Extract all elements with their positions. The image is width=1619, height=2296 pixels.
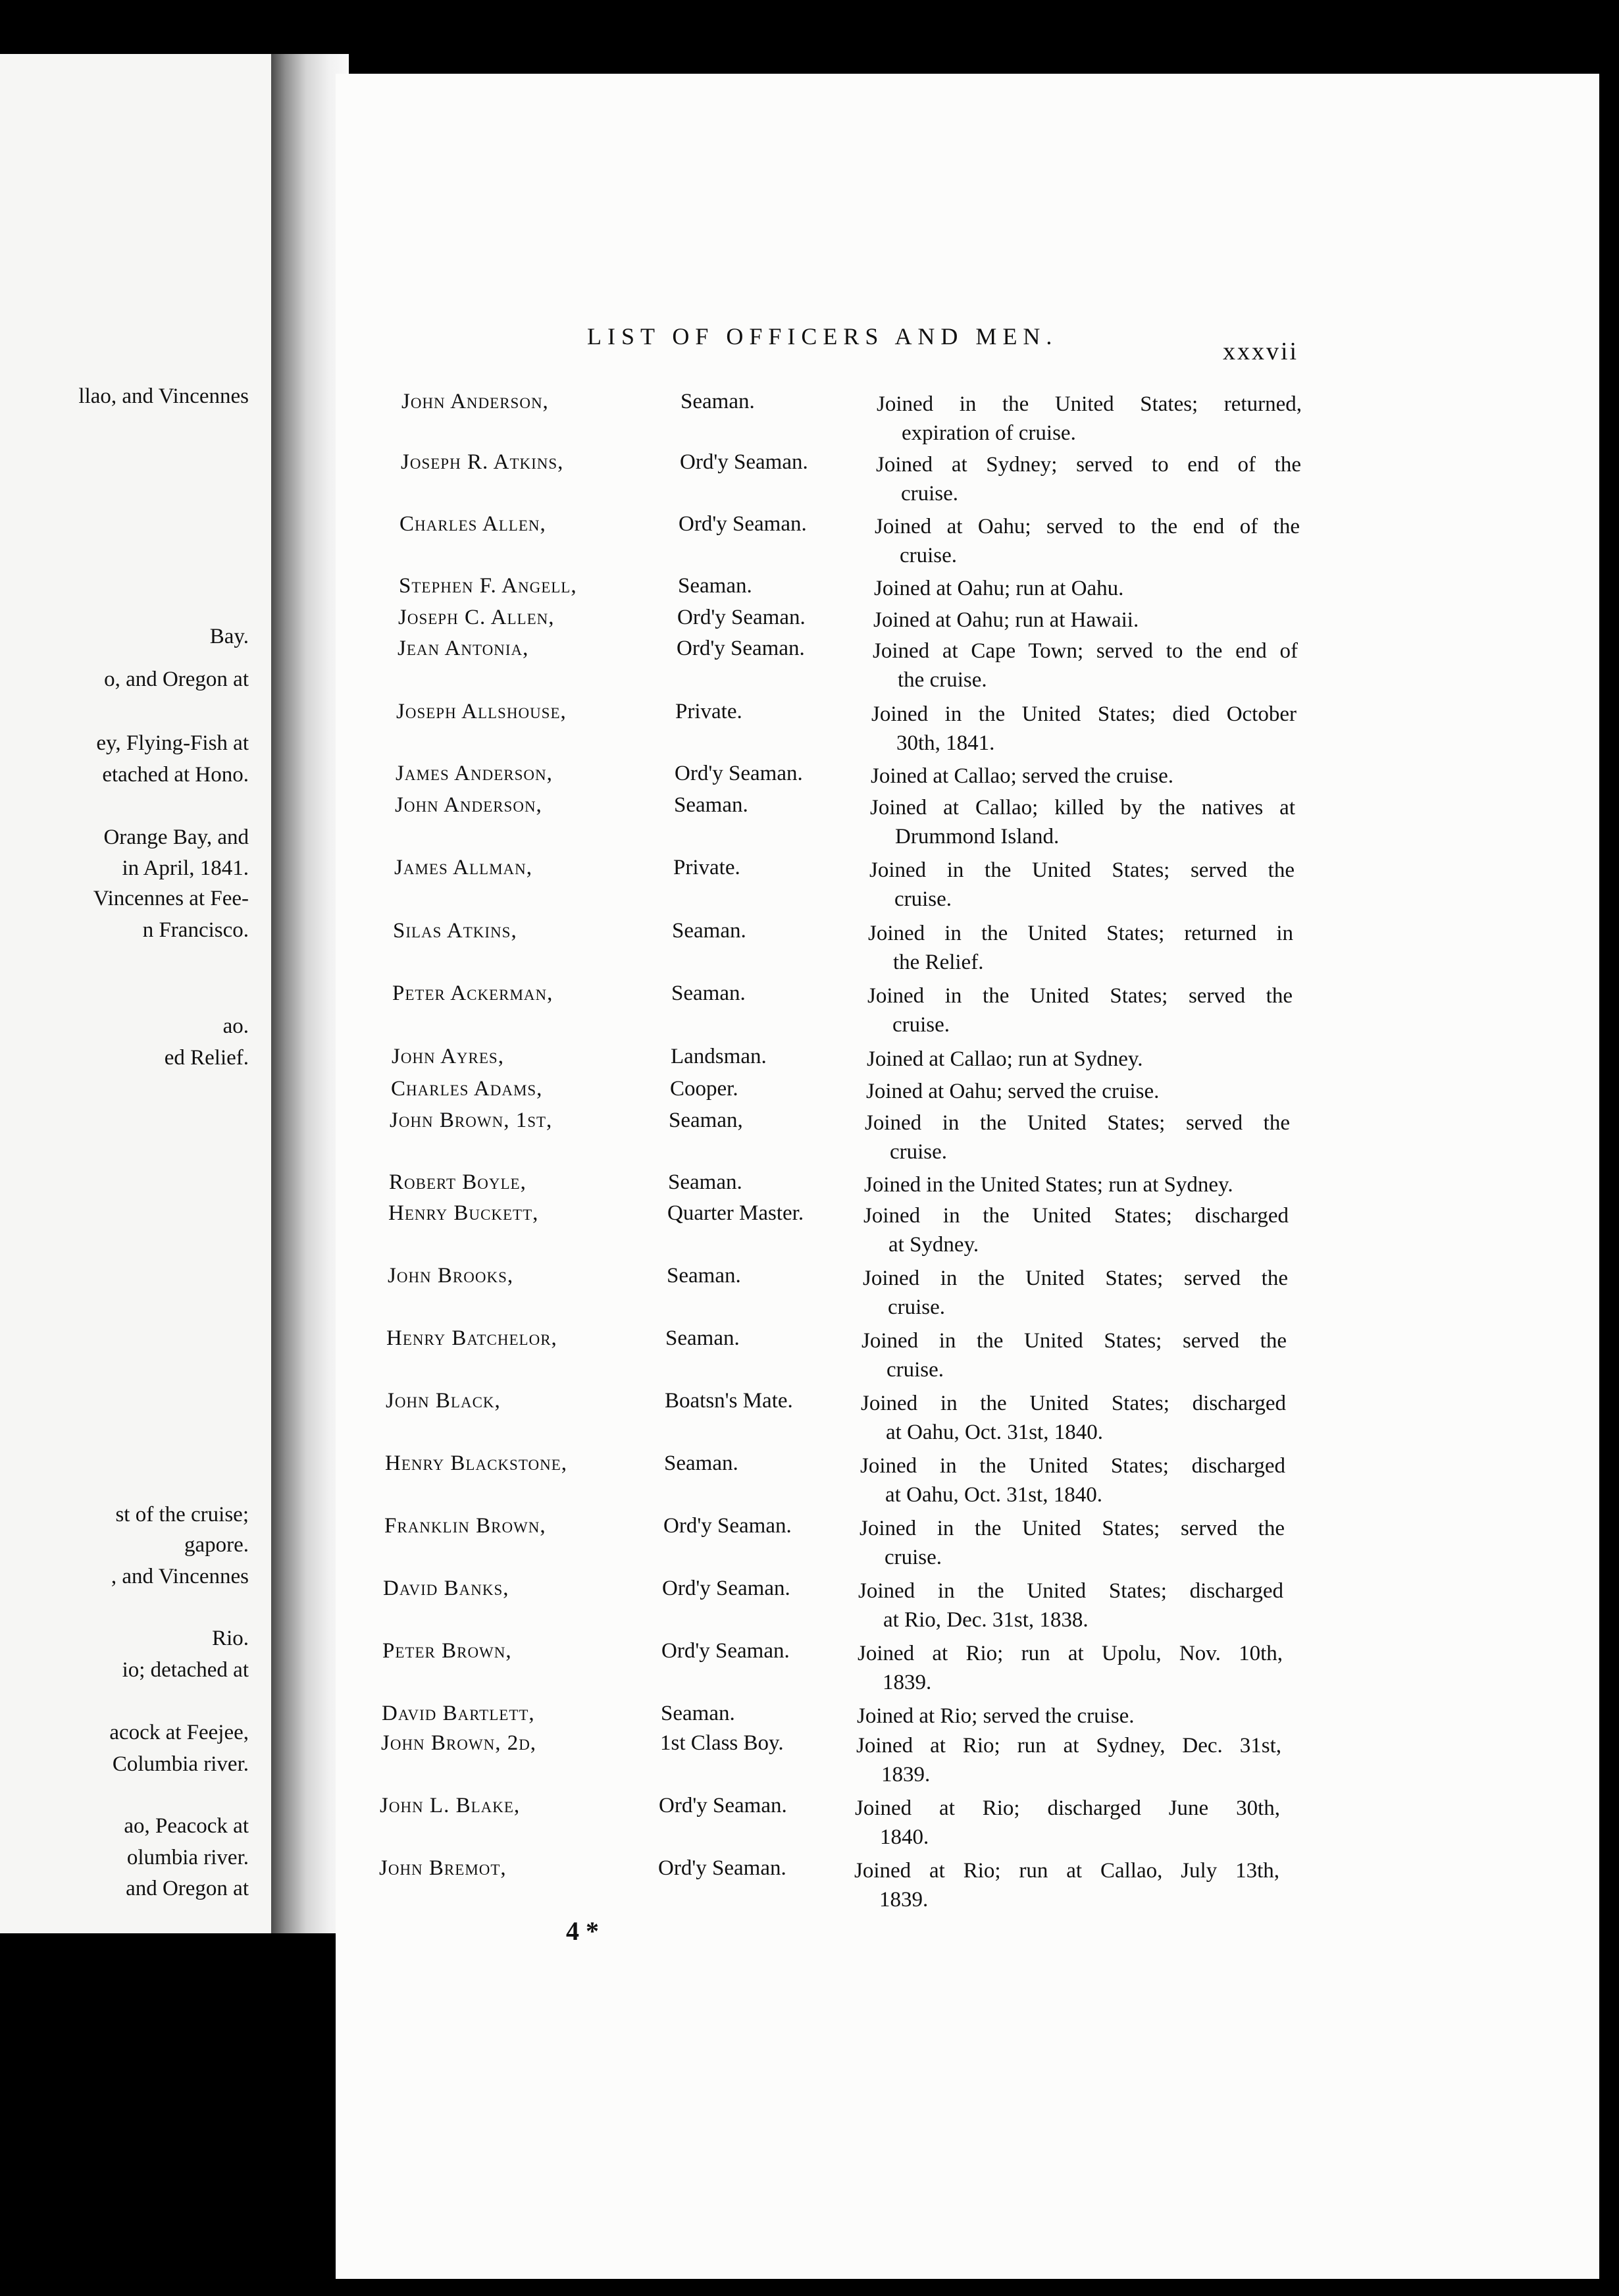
crew-note-line: Joined at Oahu; served the cruise.	[866, 1080, 1160, 1103]
crew-note-line: Joined in the United States; run at Sydney.	[864, 1173, 1233, 1197]
crew-note-line: Joined at Oahu; served to the end of the	[875, 515, 1300, 538]
crew-name: Franklin Brown,	[384, 1514, 546, 1538]
crew-note	[871, 700, 1297, 758]
crew-rank: 1st Class Boy.	[660, 1731, 784, 1755]
crew-rank: Ord'y Seaman.	[680, 450, 808, 474]
crew-note-continuation: expiration of cruise.	[902, 421, 1076, 445]
crew-note-line: Joined in the United States; served the	[860, 1517, 1285, 1540]
crew-name: John L. Blake,	[380, 1794, 521, 1817]
crew-rank: Seaman.	[665, 1326, 740, 1350]
crew-note-continuation: at Rio, Dec. 31st, 1838.	[883, 1608, 1089, 1632]
crew-note-line: Joined in the United States; served the	[869, 858, 1295, 882]
crew-name: Silas Atkins,	[393, 919, 517, 943]
left-page-text-fragment: Vincennes at Fee-	[93, 887, 249, 910]
crew-note	[873, 637, 1298, 694]
left-page-text-fragment: Bay.	[209, 625, 249, 648]
crew-name: John Brown, 1st,	[390, 1109, 553, 1132]
crew-rank: Ord'y Seaman.	[677, 637, 805, 660]
left-page-text-fragment: st of the cruise;	[115, 1503, 249, 1526]
crew-name: Charles Allen,	[399, 512, 546, 536]
crew-name: Charles Adams,	[391, 1077, 543, 1101]
crew-rank: Ord'y Seaman.	[679, 512, 807, 536]
crew-note-line: Joined at Callao; killed by the natives at	[870, 796, 1295, 820]
left-page-text-fragment: , and Vincennes	[111, 1565, 249, 1588]
crew-name: Robert Boyle,	[389, 1170, 527, 1194]
crew-note-line: Joined at Oahu; run at Oahu.	[874, 577, 1124, 600]
left-page-text-fragment: Columbia river.	[112, 1752, 249, 1776]
crew-name: Joseph R. Atkins,	[401, 450, 564, 474]
left-page-text-fragment: o, and Oregon at	[104, 667, 249, 691]
crew-note	[855, 1794, 1280, 1852]
crew-note	[863, 1264, 1288, 1322]
crew-rank: Seaman.	[678, 574, 752, 598]
crew-note	[860, 1514, 1285, 1572]
crew-name: John Black,	[386, 1389, 501, 1413]
crew-note	[876, 450, 1301, 508]
crew-name: David Banks,	[383, 1577, 509, 1600]
crew-rank: Seaman.	[671, 981, 746, 1005]
crew-name: John Anderson,	[401, 390, 549, 413]
crew-note	[861, 1389, 1286, 1447]
crew-note-continuation: Drummond Island.	[895, 825, 1060, 848]
crew-rank: Seaman.	[681, 390, 755, 413]
crew-note-continuation: 1839.	[881, 1763, 931, 1787]
crew-name: Peter Brown,	[382, 1639, 512, 1663]
crew-note-line: Joined at Cape Town; served to the end of	[873, 639, 1298, 663]
crew-note-continuation: cruise.	[892, 1013, 950, 1037]
crew-note	[869, 856, 1295, 914]
crew-rank: Ord'y Seaman.	[663, 1514, 792, 1538]
left-page-text-fragment: Rio.	[212, 1627, 249, 1650]
crew-rank: Seaman.	[672, 919, 746, 943]
crew-note-continuation: 1840.	[880, 1825, 929, 1849]
crew-rank: Seaman.	[668, 1170, 742, 1194]
crew-name: John Ayres,	[392, 1045, 504, 1068]
left-page-text-fragment: ao.	[222, 1014, 249, 1038]
crew-note	[871, 762, 1296, 791]
crew-name: James Allman,	[394, 856, 533, 879]
crew-note	[857, 1702, 1282, 1731]
crew-note	[854, 1856, 1279, 1914]
crew-note-line: Joined at Rio; run at Sydney, Dec. 31st,	[856, 1734, 1281, 1758]
crew-note-continuation: cruise.	[900, 544, 958, 567]
left-page-text-fragment: gapore.	[184, 1533, 249, 1557]
crew-note	[861, 1326, 1287, 1384]
left-page-text-fragment: in April, 1841.	[122, 856, 249, 880]
crew-note	[858, 1639, 1283, 1697]
crew-note-line: Joined in the United States; served the	[863, 1266, 1288, 1290]
crew-note-line: Joined at Sydney; served to end of the	[876, 453, 1301, 477]
crew-note	[874, 574, 1299, 603]
left-page-text-fragment: llao, and Vincennes	[78, 384, 249, 408]
crew-note	[867, 981, 1293, 1039]
crew-rank: Ord'y Seaman.	[675, 762, 803, 785]
left-page-text-fragment: Orange Bay, and	[103, 825, 249, 849]
crew-note-continuation: at Sydney.	[888, 1233, 979, 1257]
crew-note	[868, 919, 1293, 977]
crew-name: Peter Ackerman,	[392, 981, 553, 1005]
crew-note	[860, 1451, 1285, 1509]
crew-note-line: Joined in the United States; discharged	[860, 1454, 1285, 1478]
crew-note-line: Joined at Oahu; run at Hawaii.	[873, 608, 1139, 632]
crew-note-line: Joined in the United States; died October	[871, 702, 1297, 726]
crew-note-continuation: at Oahu, Oct. 31st, 1840.	[885, 1483, 1102, 1507]
crew-name: Joseph Allshouse,	[396, 700, 567, 723]
crew-note-line: Joined in the United States; discharged	[863, 1204, 1289, 1228]
crew-name: Joseph C. Allen,	[398, 606, 555, 629]
crew-rank: Ord'y Seaman.	[658, 1856, 786, 1880]
page-number: xxxvii	[1223, 338, 1299, 365]
crew-note-line: Joined at Rio; served the cruise.	[857, 1704, 1135, 1728]
signature-mark: 4 *	[566, 1916, 599, 1946]
crew-name: James Anderson,	[396, 762, 553, 785]
crew-rank: Private.	[675, 700, 742, 723]
crew-note-line: Joined in the United States; served the	[861, 1329, 1287, 1353]
crew-note-line: Joined at Rio; discharged June 30th,	[855, 1796, 1280, 1820]
crew-note-continuation: cruise.	[890, 1140, 948, 1164]
crew-rank: Cooper.	[670, 1077, 738, 1101]
crew-name: David Bartlett,	[382, 1702, 535, 1725]
crew-note-continuation: cruise.	[887, 1358, 944, 1382]
left-page-text-fragment: and Oregon at	[126, 1877, 249, 1900]
left-facing-page	[0, 54, 271, 1933]
crew-name: Jean Antonia,	[398, 637, 529, 660]
crew-name: Henry Batchelor,	[386, 1326, 557, 1350]
crew-note	[877, 390, 1302, 448]
left-page-text-fragment: io; detached at	[122, 1658, 249, 1682]
crew-name: John Brown, 2d,	[381, 1731, 537, 1755]
crew-note-continuation: at Oahu, Oct. 31st, 1840.	[886, 1421, 1103, 1444]
crew-note-line: Joined in the United States; returned,	[877, 392, 1302, 416]
crew-note-continuation: cruise.	[901, 482, 959, 506]
crew-rank: Seaman.	[661, 1702, 735, 1725]
crew-rank: Seaman.	[664, 1451, 738, 1475]
crew-rank: Boatsn's Mate.	[665, 1389, 793, 1413]
crew-note	[864, 1170, 1289, 1199]
crew-note-continuation: cruise.	[894, 887, 952, 911]
crew-note-line: Joined at Callao; served the cruise.	[871, 764, 1174, 788]
crew-note	[856, 1731, 1281, 1789]
crew-note	[858, 1577, 1283, 1634]
left-page-text-fragment: etached at Hono.	[102, 763, 249, 787]
crew-rank: Landsman.	[671, 1045, 767, 1068]
crew-name: Henry Blackstone,	[385, 1451, 567, 1475]
crew-note-continuation: 1839.	[883, 1671, 932, 1694]
crew-rank: Seaman,	[669, 1109, 743, 1132]
crew-name: John Bremot,	[379, 1856, 507, 1880]
crew-note	[866, 1077, 1291, 1106]
crew-note-line: Joined in the United States; discharged	[858, 1579, 1283, 1603]
crew-note-line: Joined in the United States; served the	[867, 984, 1293, 1008]
crew-note-continuation: cruise.	[888, 1295, 946, 1319]
crew-note-line: Joined in the United States; discharged	[861, 1392, 1286, 1415]
crew-rank: Ord'y Seaman.	[661, 1639, 790, 1663]
crew-name: John Brooks,	[388, 1264, 514, 1288]
crew-note	[865, 1109, 1290, 1166]
crew-note	[873, 606, 1298, 635]
crew-rank: Ord'y Seaman.	[677, 606, 806, 629]
crew-note	[863, 1201, 1289, 1259]
left-page-text-fragment: ed Relief.	[164, 1046, 249, 1070]
crew-note-line: Joined at Rio; run at Callao, July 13th,	[854, 1859, 1279, 1883]
crew-rank: Ord'y Seaman.	[662, 1577, 790, 1600]
crew-name: Stephen F. Angell,	[399, 574, 577, 598]
left-page-text-fragment: n Francisco.	[142, 918, 249, 942]
left-page-text-fragment: olumbia river.	[126, 1846, 249, 1869]
crew-note-continuation: 1839.	[879, 1888, 929, 1912]
crew-note-continuation: the Relief.	[893, 951, 984, 974]
crew-rank: Ord'y Seaman.	[659, 1794, 787, 1817]
crew-name: John Anderson,	[395, 793, 542, 817]
crew-note-line: Joined at Callao; run at Sydney.	[867, 1047, 1143, 1071]
crew-rank: Seaman.	[674, 793, 748, 817]
crew-name: Henry Buckett,	[388, 1201, 539, 1225]
crew-note-line: Joined in the United States; returned in	[868, 922, 1293, 945]
left-page-text-fragment: acock at Feejee,	[109, 1721, 249, 1744]
running-head: LIST OF OFFICERS AND MEN.	[587, 323, 1058, 350]
crew-note-continuation: the cruise.	[898, 668, 987, 692]
crew-note	[870, 793, 1295, 851]
crew-rank: Private.	[673, 856, 740, 879]
left-page-text-fragment: ey, Flying-Fish at	[96, 731, 249, 755]
crew-note-continuation: cruise.	[885, 1546, 942, 1569]
crew-rank: Quarter Master.	[667, 1201, 804, 1225]
left-page-text-fragment: ao, Peacock at	[124, 1814, 249, 1838]
crew-rank: Seaman.	[667, 1264, 741, 1288]
crew-note-continuation: 30th, 1841.	[896, 731, 995, 755]
crew-note	[867, 1045, 1292, 1074]
crew-note-line: Joined in the United States; served the	[865, 1111, 1290, 1135]
crew-note-line: Joined at Rio; run at Upolu, Nov. 10th,	[858, 1642, 1283, 1665]
crew-note	[875, 512, 1300, 570]
